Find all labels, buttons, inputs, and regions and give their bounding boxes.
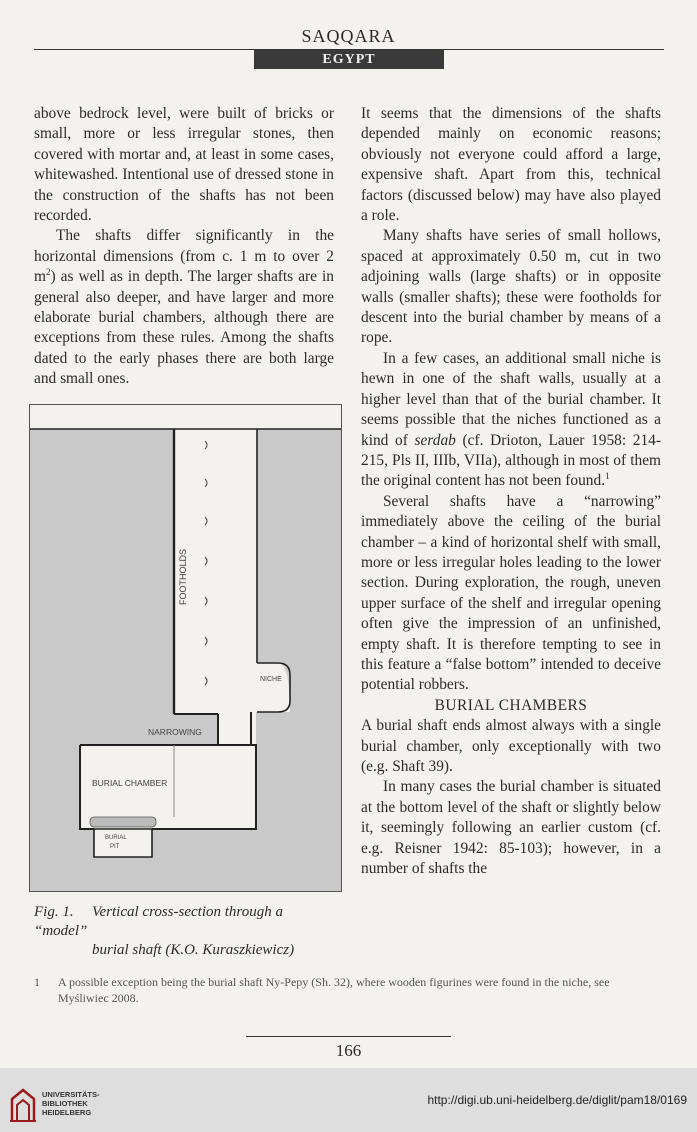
right-paragraph-3-text-b: (cf. Drioton, Lauer 1958: 214-215, Pls II, IIIb, VIIa), although in most of them the original content has not been found.	[361, 431, 662, 490]
niche-outline	[257, 663, 290, 712]
caption-line-1: Vertical cross-section through a “model”	[34, 904, 283, 939]
right-column	[361, 104, 661, 879]
footnote	[34, 974, 662, 1006]
narrowing-outline	[218, 712, 251, 745]
left-paragraph-2	[34, 226, 334, 389]
burial-pit-outline	[94, 829, 152, 857]
foothold-icon	[205, 597, 207, 605]
right-paragraph-1: It seems that the dimensions of the shafts depended mainly on economic reasons; obviously not everyone could afford a large, expensive shaft. Apart from this, technical factors (discussed below) may have also played a role.	[361, 105, 661, 225]
footnote-line-2: Myśliwiec 2008.	[58, 991, 139, 1005]
library-name-line-1: UNIVERSITÄTS-	[42, 1090, 100, 1099]
right-paragraph-3-text-a: In a few cases, an additional small niche is hewn in one of the shaft walls, usually at a higher level than that of the burial chamber. It seems possible that the niches functioned as a kind of	[361, 349, 661, 449]
footer-rule	[246, 1036, 451, 1037]
foothold-icon	[205, 557, 207, 565]
footnote-reference: 1	[605, 471, 610, 482]
figure-frame	[29, 404, 342, 892]
label-niche: NICHE	[260, 676, 282, 683]
footnote-number: 1	[34, 975, 40, 989]
right-paragraph-6: In many cases the burial chamber is situated at the bottom level of the shaft or slightly below it, seemingly following an earlier custom (cf. e.g. Reisner 1942: 85-103); however, in a number of shafts the	[361, 778, 661, 878]
left-column	[34, 104, 334, 390]
country-banner: EGYPT	[254, 50, 444, 69]
label-burial-pit-2: PIT	[110, 844, 120, 850]
ground-and-rock-fill	[30, 429, 341, 891]
serdab-term: serdab	[414, 431, 456, 449]
library-seal-icon	[8, 1087, 38, 1123]
foothold-icon	[205, 479, 207, 487]
label-footholds: FOOTHOLDS	[178, 548, 188, 605]
library-name	[42, 1090, 100, 1117]
right-paragraph-3	[361, 349, 661, 492]
foothold-markers	[205, 441, 207, 685]
left-paragraph-2-text-a: The shafts differ significantly in the horizontal dimensions (from c. 1 m to over 2 m	[34, 227, 334, 286]
right-paragraph-4: Several shafts have a “narrowing” immediately above the ceiling of the burial chamber – a kind of horizontal shelf with small, more or less irregular holes leading to the lower section. During exploration, the rough, uneven upper surface of the shelf and irregular opening often give the impression of an unfinished, empty shaft. It is therefore tempting to see in this feature a “false bottom” intended to deceive potential robbers.	[361, 492, 661, 694]
foothold-icon	[205, 441, 207, 449]
right-paragraph-5: A burial shaft ends almost always with a single burial chamber, only exceptionally with two (e.g. Shaft 39).	[361, 717, 661, 775]
burial-pit-slab	[90, 817, 156, 827]
library-name-line-3: HEIDELBERG	[42, 1108, 92, 1117]
foothold-icon	[205, 517, 207, 525]
foothold-icon	[205, 677, 207, 685]
figure-caption	[34, 903, 334, 960]
left-paragraph-1: above bedrock level, were built of bricks or small, more or less irregular stones, then covered with mortar and, at least in some cases, whitewashed. Intentional use of dressed stone in the construction of the shafts has not been recorded.	[34, 105, 334, 225]
superscript-2: 2	[45, 267, 51, 278]
right-paragraph-2: Many shafts have series of small hollows, spaced at approximately 0.50 m, cut in two adjoining walls (large shafts) or in opposite walls (smaller shafts); these were footholds for descent into the burial chamber by means of a rope.	[361, 227, 661, 347]
shaft-cross-section-diagram	[30, 405, 341, 891]
label-burial-pit-1: BURIAL	[105, 835, 127, 841]
section-heading: BURIAL CHAMBERS	[434, 696, 588, 714]
left-paragraph-2-text-b: ) as well as in depth. The larger shafts are in general also deeper, and have larger and more elaborate burial chambers, although there are exceptions from these rules. Among the shafts dated to the early phases there are both large and small ones.	[34, 268, 334, 388]
source-url-link[interactable]: http://digi.ub.uni-heidelberg.de/diglit/pam18/0169	[427, 1093, 687, 1107]
library-name-line-2: BIBLIOTHEK	[42, 1099, 88, 1108]
label-burial-chamber: BURIAL CHAMBER	[92, 778, 168, 788]
footnote-line-1: A possible exception being the burial shaft Ny-Pepy (Sh. 32), where wooden figurines were found in the niche, see	[58, 975, 610, 989]
running-title: SAQQARA	[301, 26, 396, 46]
page-number: 166	[335, 1041, 362, 1060]
label-narrowing: NARROWING	[148, 727, 202, 737]
caption-label: Fig. 1.	[34, 904, 74, 920]
foothold-icon	[205, 637, 207, 645]
caption-line-2: burial shaft (K.O. Kuraszkiewicz)	[92, 942, 295, 958]
